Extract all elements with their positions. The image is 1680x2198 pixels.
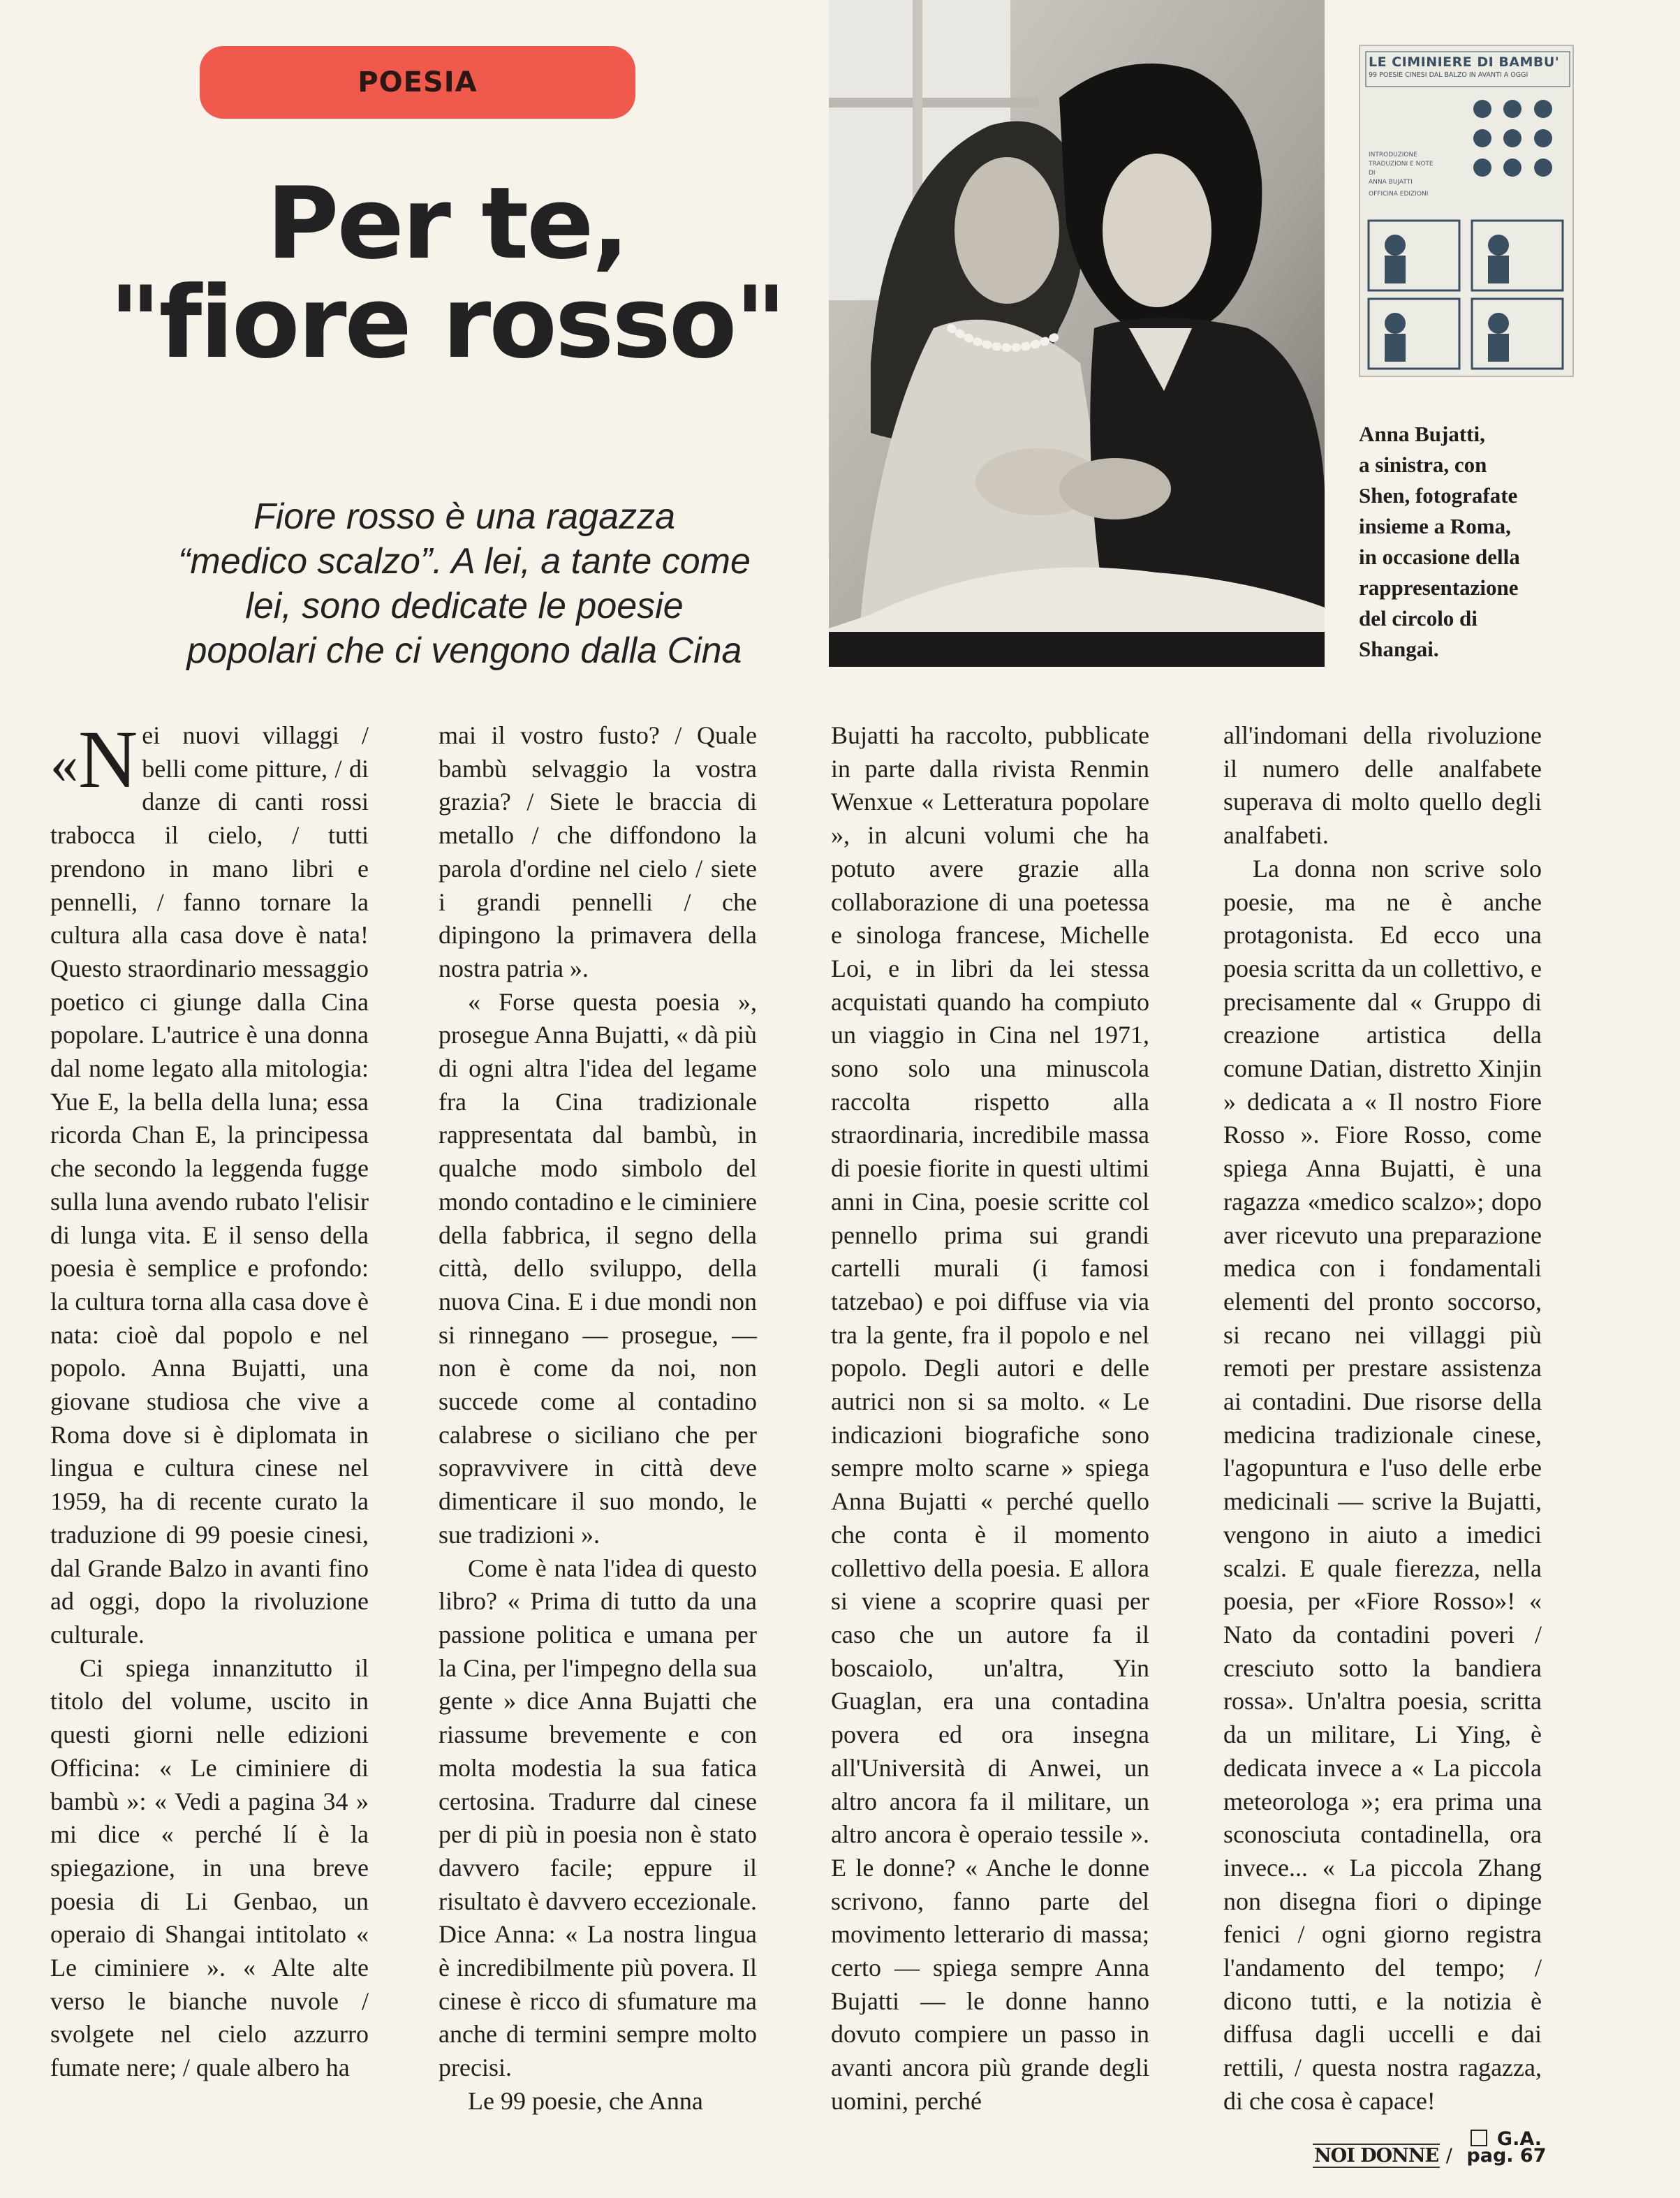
book-title: LE CIMINIERE DI BAMBU' (1369, 54, 1560, 70)
article-paragraph-2: Ci spiega innanzitutto il titolo del volume, uscito in questi giorni nelle edizioni Officina: « Le ciminiere di bambù »: « Vedi a pagina 34 » mi dice « perché lí è la spiegazione, in una breve poesia di Li Genbao, un operaio di Shangai intitolato « Le ciminiere ». « Alte alte verso le bianche nuvole / svolgete nel cielo azzurro fumate nere; / quale albero ha (50, 1653, 369, 2082)
magazine-name: NOI DONNE (1314, 2145, 1439, 2167)
headline-line-1: Per te, (266, 166, 628, 281)
article-column-2 (439, 719, 757, 2118)
dropcap-letter: N (78, 714, 138, 805)
article-column-3 (831, 719, 1149, 2118)
caption-line-1: Anna Bujatti, (1359, 422, 1485, 446)
article-column-1 (50, 714, 369, 2085)
caption-line-7: del circolo di (1359, 606, 1478, 630)
caption-line-6: rappresentazione (1359, 575, 1519, 600)
caption-line-4: insieme a Roma, (1359, 514, 1511, 538)
caption-line-3: Shen, fotografate (1359, 483, 1518, 508)
page-footer (1313, 2145, 1547, 2167)
photo (829, 0, 1325, 667)
article-paragraph-1-text: ei nuovi villaggi / belli come pitture, / di danze di canti rossi trabocca il cielo, / tutti prendono in mano libri e pennelli, / fanno tornare la cultura alla casa dove è nata! Questo straordinario messaggio poetico ci giunge dalla Cina popolare. L'autrice è una donna dal nome legato alla mitologia: Yue E, la bella della luna; essa ricorda Chan E, la principessa che secondo la leggenda fugge sulla luna avendo rubato l'elisir di lunga vita. E il senso della poesia è semplice e profondo: la cultura torna alla casa dove è nata: cioè dal popolo e nel popolo. Anna Bujatti, una giovane studiosa che vive a Roma dove si è diplomata in lingua e cultura cinese nel 1959, ha di recente curato la traduzione di 99 poesie cinesi, dal Grande Balzo in avanti fino ad oggi, dopo la rivoluzione culturale. (50, 721, 369, 1648)
article-paragraph-1 (50, 714, 369, 1652)
article-paragraph-5: Come è nata l'idea di questo libro? « Prima di tutto da una passione politica e umana per la Cina, per l'impegno della sua gente » dice Anna Bujatti che riassume brevemente e con molta modestia la sua fatica certosina. Tradurre dal cinese per di più in poesia non è stato davvero facile; eppure il risultato è davvero eccezionale. Dice Anna: « La nostra lingua è incredibilmente più povera. Il cinese è ricco di sfumature ma anche di termini sempre molto precisi. (439, 1554, 757, 2082)
book-cover (1359, 45, 1574, 377)
book-publisher: OFFICINA EDIZIONI (1369, 191, 1429, 198)
article-column-4 (1223, 719, 1542, 2155)
deck-line-2: “medico scalzo”. A lei, a tante come (178, 541, 751, 582)
deck-line-1: Fiore rosso è una ragazza (253, 496, 676, 537)
article-paragraph-4: « Forse questa poesia », prosegue Anna Bujatti, « dà più di ogni altra l'idea del legame fra la Cina tradizionale rappresentata dal bambù, in qualche modo simbolo del mondo contadino e le ciminiere della fabbrica, il segno della città, dello sviluppo, della nuova Cina. E i due mondi non si rinnegano — prosegue, — non è come da noi, non succede come al contadino calabrese o siciliano che per sopravvivere in città deve dimenticare il suo mondo, le sue tradizioni ». (439, 987, 757, 1549)
deck-line-4: popolari che ci vengono dalla Cina (186, 630, 742, 671)
article-paragraph-8: all'indomani della rivoluzione il numero delle analfabete superava di molto quello degli analfabeti. (1223, 721, 1542, 850)
book-credit-4: ANNA BUJATTI (1369, 179, 1413, 186)
deck-line-3: lei, sono dedicate le poesie (245, 586, 684, 626)
book-credit-1: INTRODUZIONE (1369, 152, 1417, 158)
photo-caption (1359, 419, 1589, 665)
signature-text: G.A. (1496, 2127, 1542, 2150)
article-paragraph-3: mai il vostro fusto? / Quale bambù selvaggio la vostra grazia? / Siete le braccia di metallo / che diffondono la parola d'ordine nel cielo / siete i grandi pennelli / che dipingono la primavera della nostra patria ». (439, 721, 757, 982)
section-tag (200, 46, 635, 119)
dropcap-quote: « (50, 734, 78, 795)
footer-separator: / (1445, 2145, 1452, 2167)
page-number: pag. 67 (1466, 2145, 1547, 2167)
article-paragraph-6: Le 99 poesie, che Anna (468, 2086, 703, 2115)
book-illustration (1360, 46, 1574, 377)
article-paragraph-9: La donna non scrive solo poesie, ma ne è anche protagonista. Ed ecco una poesia scritta da un collettivo, e precisamente dal « Gruppo di creazione artistica della comune Datian, distretto Xinjin » dedicata a « Il nostro Fiore Rosso ». Fiore Rosso, come spiega Anna Bujatti, è una ragazza «medico scalzo»; dopo aver ricevuto una preparazione medica con i fondamentali elementi del pronto soccorso, si recano nei villaggi più remoti per prestare assistenza ai contadini. Due risorse della medicina tradizionale cinese, l'agopuntura e l'uso delle erbe medicinali — scrive la Bujatti, vengono in aiuto a imedici scalzi. E quale fierezza, nella poesia, per «Fiore Rosso»! « Nato da contadini poveri / cresciuto sotto la bandiera rossa». Un'altra poesia, scritta da un militare, Li Ying, è dedicata invece a « La piccola meteorologa »; era prima una sconosciuta contadinella, ora invece... « La piccola Zhang non disegna fiori o dipinge fenici / ogni giorno registra l'andamento del tempo; / dicono tutti, e la notizia è diffusa dagli uccelli e dai rettili, / questa nostra ragazza, di che cosa è capace! (1223, 854, 1542, 2115)
dropcap (50, 714, 138, 805)
signature-box-icon (1471, 2130, 1487, 2146)
book-credit-3: DI (1369, 170, 1376, 177)
caption-line-5: in occasione della (1359, 545, 1520, 569)
deck (133, 494, 796, 673)
caption-line-2: a sinistra, con (1359, 452, 1487, 477)
book-credit-2: TRADUZIONI E NOTE (1369, 161, 1434, 168)
article-paragraph-7: Bujatti ha raccolto, pubblicate in parte dalla rivista Renmin Wenxue « Letteratura popolare », in alcuni volumi che ha potuto avere grazie alla collaborazione di una poetessa e sinologa francese, Michelle Loi, e in libri da lei stessa acquistati quando ha compiuto un viaggio in Cina nel 1971, sono solo una minuscola raccolta rispetto alla straordinaria, incredibile massa di poesie fiorite in questi ultimi anni in Cina, poesie scritte col pennello prima sui grandi cartelli murali (i famosi tatzebao) e poi diffuse via via tra la gente, fra il popolo e nel popolo. Degli autori e delle autrici non si sa molto. « Le indicazioni biografiche sono sempre molto scarne » spiega Anna Bujatti « perché quello che conta è il momento collettivo della poesia. E allora si viene a scoprire quasi per caso che un autore fa il boscaiolo, un'altra, Yin Guaglan, era una contadina povera ed ora insegna all'Università di Anwei, un altro ancora fa il militare, un altro ancora è operaio tessile ». E le donne? « Anche le donne scrivono, fanno parte del movimento letterario di massa; certo — spiega sempre Anna Bujatti — le donne hanno dovuto compiere un passo in avanti ancora più grande degli uomini, perché (831, 721, 1149, 2115)
book-subtitle: 99 POESIE CINESI DAL BALZO IN AVANTI A OGGI (1369, 71, 1528, 79)
photo-illustration (829, 0, 1325, 667)
section-label: POESIA (358, 66, 478, 98)
headline (84, 166, 810, 381)
caption-line-8: Shangai. (1359, 637, 1439, 661)
headline-line-2: "fiore rosso" (109, 265, 785, 381)
